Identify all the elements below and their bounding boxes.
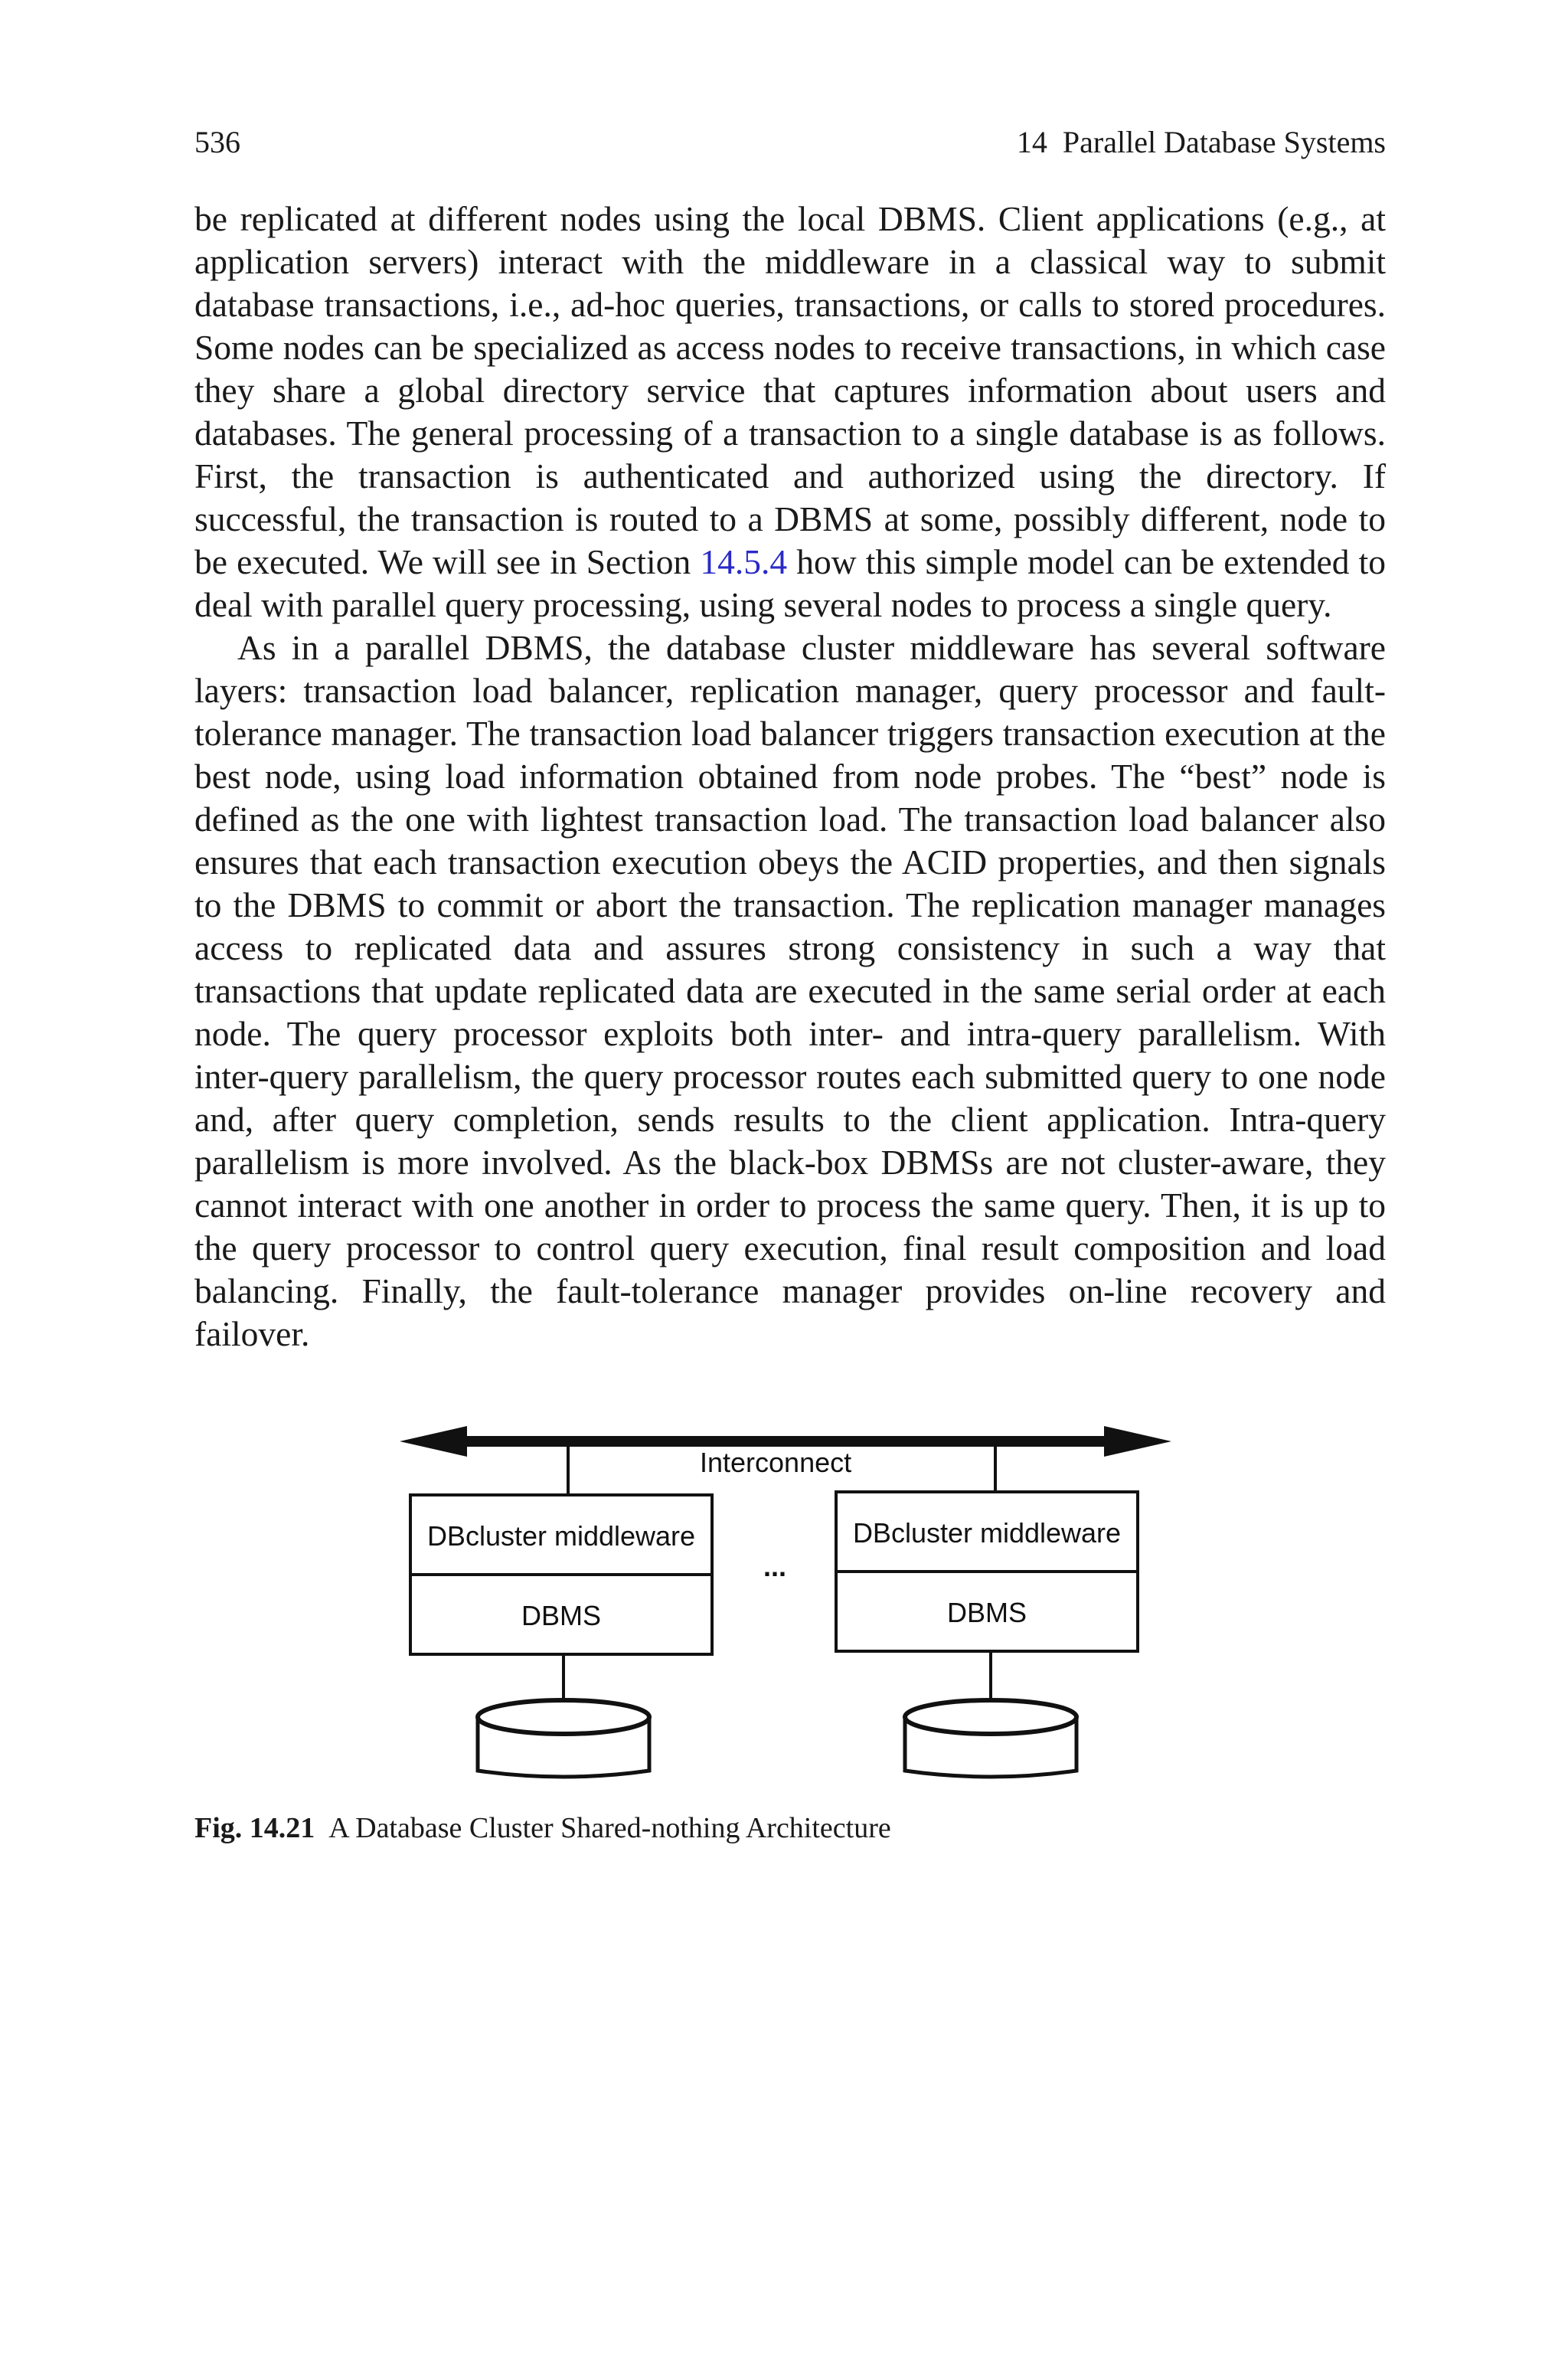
- right-disk-icon: [905, 1700, 1076, 1777]
- right-node: [836, 1492, 1138, 1651]
- paragraph-1: [194, 198, 1386, 626]
- page-number: 536: [194, 125, 240, 159]
- right-dbms-label: DBMS: [946, 1597, 1027, 1628]
- left-middleware-label: DBcluster middleware: [426, 1520, 696, 1552]
- right-middleware-label: DBcluster middleware: [852, 1517, 1122, 1549]
- body-text: [194, 198, 1386, 1356]
- figure-caption-label: Fig. 14.21: [194, 1812, 315, 1844]
- paragraph-2: As in a parallel DBMS, the database cluster middleware has several software layers: transaction load balancer, replication manager, query processor and fault-tolerance manager. The transaction load balancer triggers transaction execution at the best node, using load information obtained from node probes. The “best” node is defined as the one with lightest transaction load. The transaction load balancer also ensures that each transaction execution obeys the ACID properties, and then signals to the DBMS to commit or abort the transaction. The replication manager manages access to replicated data and assures strong consistency in such a way that transactions that update replicated data are executed in the same serial order at each node. The query processor exploits both inter- and intra-query parallelism. With inter-query parallelism, the query processor routes each submitted query to one node and, after query completion, sends results to the client application. Intra-query parallelism is more involved. As the black-box DBMSs are not cluster-aware, they cannot interact with one another in order to process the same query. Then, it is up to the query processor to control query execution, final result composition and load balancing. Finally, the fault-tolerance manager provides on-line recovery and failover.: [194, 628, 1386, 1353]
- left-dbms-label: DBMS: [521, 1600, 602, 1631]
- paragraph-1-text-b: how this simple model can be extended to deal with parallel query processing, using several nodes to process a single query.: [194, 542, 1386, 624]
- chapter-title: 14 Parallel Database Systems: [1016, 125, 1386, 159]
- section-reference-link[interactable]: 14.5.4: [700, 542, 788, 581]
- figure-database-cluster: [383, 1394, 1194, 1792]
- figure-caption-text: A Database Cluster Shared-nothing Architecture: [328, 1812, 891, 1844]
- left-disk-icon: [478, 1700, 649, 1777]
- cluster-architecture-diagram: [383, 1394, 1194, 1792]
- interconnect-label: Interconnect: [700, 1447, 852, 1478]
- running-head: [194, 123, 1386, 162]
- left-node: [410, 1495, 712, 1654]
- figure-caption: [194, 1809, 1386, 1847]
- paragraph-1-text-a: be replicated at different nodes using the local DBMS. Client applications (e.g., at application servers) interact with the middleware in a classical way to submit database transactions, i.e., ad-hoc queries, transactions, or calls to stored procedures. Some nodes can be specialized as access nodes to receive transactions, in which case they share a global directory service that captures information about users and databases. The general processing of a transaction to a single database is as follows. First, the transaction is authenticated and authorized using the directory. If successful, the transaction is routed to a DBMS at some, possibly different, node to be executed. We will see in Section: [194, 199, 1386, 581]
- ellipsis: ...: [763, 1551, 787, 1582]
